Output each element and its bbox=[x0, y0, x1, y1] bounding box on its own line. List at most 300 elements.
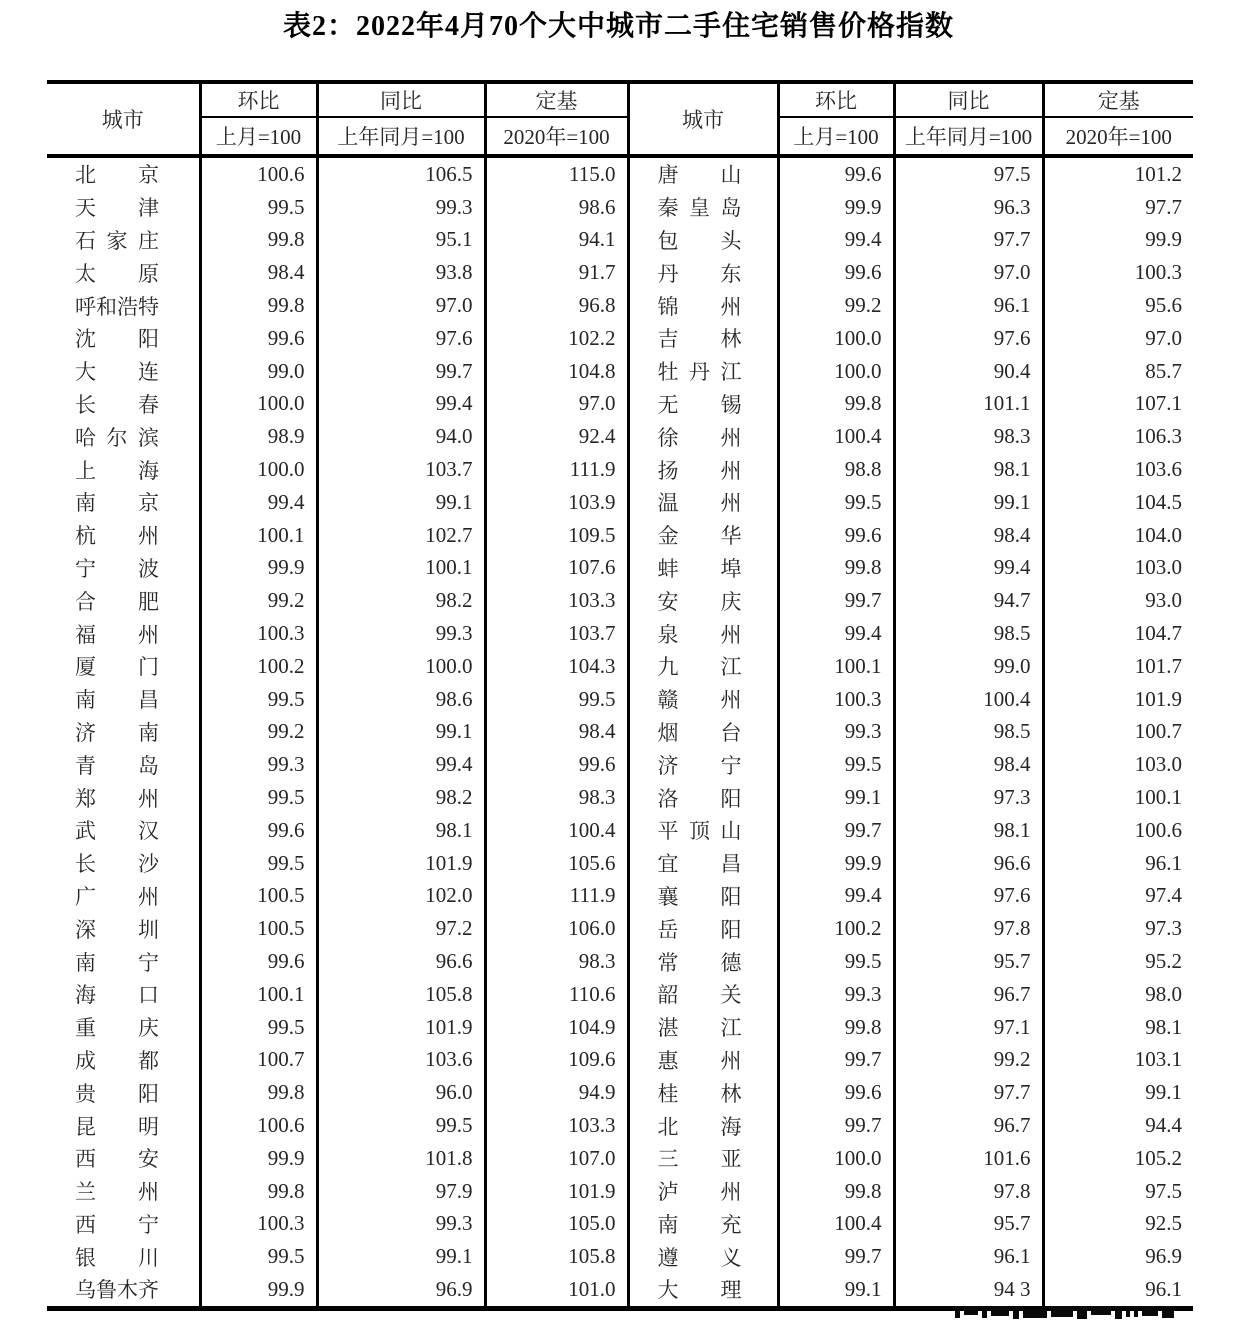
city-name: 常 德 bbox=[657, 950, 742, 975]
fixed-base-cell: 94.1 bbox=[485, 224, 628, 257]
fixed-base-cell: 106.0 bbox=[485, 912, 628, 945]
city-name: 南 昌 bbox=[75, 688, 159, 713]
mom-cell: 99.5 bbox=[778, 945, 894, 978]
mom-cell: 100.0 bbox=[200, 453, 317, 486]
mom-cell: 99.7 bbox=[778, 1109, 894, 1142]
fixed-base-cell: 107.0 bbox=[485, 1142, 628, 1175]
mom-cell: 99.5 bbox=[200, 683, 317, 716]
yoy-cell: 97.9 bbox=[317, 1175, 485, 1208]
table-row bbox=[47, 519, 1193, 552]
city-cell bbox=[47, 322, 200, 355]
mom-cell: 99.6 bbox=[778, 519, 894, 552]
yoy-cell: 101.9 bbox=[317, 1011, 485, 1044]
fixed-base-cell: 111.9 bbox=[485, 880, 628, 913]
mom-cell: 99.4 bbox=[200, 486, 317, 519]
fixed-base-cell: 103.3 bbox=[485, 584, 628, 617]
city-name: 海 口 bbox=[75, 983, 159, 1008]
city-cell bbox=[47, 945, 200, 978]
table-row bbox=[47, 945, 1193, 978]
city-cell bbox=[628, 1142, 778, 1175]
city-cell bbox=[47, 1142, 200, 1175]
city-cell bbox=[47, 191, 200, 224]
city-cell bbox=[47, 453, 200, 486]
city-cell bbox=[47, 1011, 200, 1044]
city-name: 北 海 bbox=[657, 1114, 742, 1139]
fixed-base-cell: 98.6 bbox=[485, 191, 628, 224]
city-cell bbox=[47, 1044, 200, 1077]
mom-cell: 100.4 bbox=[778, 420, 894, 453]
fixed-base-cell: 101.9 bbox=[485, 1175, 628, 1208]
fixed-base-cell: 107.1 bbox=[1134, 391, 1182, 416]
mom-cell: 99.5 bbox=[200, 191, 317, 224]
city-cell bbox=[47, 1109, 200, 1142]
yoy-cell: 93.8 bbox=[317, 256, 485, 289]
yoy-cell: 97.8 bbox=[894, 912, 1043, 945]
table-row bbox=[47, 1011, 1193, 1044]
mom-cell: 100.0 bbox=[778, 322, 894, 355]
yoy-cell: 97.6 bbox=[894, 322, 1043, 355]
watermark-bar bbox=[1126, 1306, 1130, 1317]
fixed-base-cell: 101.9 bbox=[1134, 686, 1182, 711]
city-cell bbox=[47, 978, 200, 1011]
mom-cell: 99.2 bbox=[200, 584, 317, 617]
mom-cell: 99.4 bbox=[778, 880, 894, 913]
city-cell bbox=[628, 781, 778, 814]
header-fixed-base-right: 2020年=100 bbox=[1043, 117, 1193, 156]
yoy-cell: 98.1 bbox=[894, 453, 1043, 486]
mom-cell: 100.6 bbox=[200, 156, 317, 191]
fixed-base-cell: 99.5 bbox=[485, 683, 628, 716]
watermark-bar bbox=[955, 1306, 960, 1318]
mom-cell: 99.5 bbox=[200, 1011, 317, 1044]
fixed-base-cell: 96.1 bbox=[1145, 1276, 1182, 1301]
watermark-bar bbox=[1142, 1306, 1158, 1316]
mom-cell: 99.7 bbox=[778, 584, 894, 617]
fixed-base-cell: 97.0 bbox=[1145, 325, 1182, 350]
table-row bbox=[47, 355, 1193, 388]
fixed-base-cell: 92.4 bbox=[485, 420, 628, 453]
city-cell bbox=[628, 224, 778, 257]
city-name: 长 春 bbox=[75, 392, 159, 417]
table-body bbox=[47, 156, 1193, 1308]
header-mom-left: 环比 bbox=[200, 82, 317, 117]
city-name: 襄 阳 bbox=[657, 884, 742, 909]
mom-cell: 98.9 bbox=[200, 420, 317, 453]
city-cell bbox=[47, 1175, 200, 1208]
yoy-cell: 98.4 bbox=[894, 519, 1043, 552]
yoy-cell: 99.4 bbox=[894, 552, 1043, 585]
city-cell bbox=[628, 355, 778, 388]
fixed-base-cell: 100.6 bbox=[1134, 817, 1182, 842]
fixed-base-cell: 101.0 bbox=[485, 1273, 628, 1308]
mom-cell: 99.5 bbox=[200, 847, 317, 880]
yoy-cell: 96.0 bbox=[317, 1076, 485, 1109]
city-cell bbox=[47, 420, 200, 453]
city-name: 福 州 bbox=[75, 622, 159, 647]
table-row bbox=[47, 716, 1193, 749]
fixed-base-cell: 97.4 bbox=[1145, 883, 1182, 908]
table-row bbox=[47, 388, 1193, 421]
fixed-base-cell: 104.5 bbox=[1134, 489, 1182, 514]
city-cell bbox=[628, 584, 778, 617]
fixed-base-cell: 103.0 bbox=[1134, 555, 1182, 580]
table-row bbox=[47, 912, 1193, 945]
table-row bbox=[47, 650, 1193, 683]
city-name: 徐 州 bbox=[657, 425, 742, 450]
city-cell bbox=[47, 847, 200, 880]
fixed-base-cell: 100.3 bbox=[1134, 260, 1182, 285]
mom-cell: 99.8 bbox=[200, 224, 317, 257]
city-name: 烟 台 bbox=[657, 720, 742, 745]
yoy-cell: 99.3 bbox=[317, 1208, 485, 1241]
table-row bbox=[47, 814, 1193, 847]
watermark-bar bbox=[1077, 1306, 1087, 1319]
city-name: 长 沙 bbox=[75, 852, 159, 877]
city-name: 泸 州 bbox=[657, 1180, 742, 1205]
city-name: 杭 州 bbox=[75, 524, 159, 549]
city-cell bbox=[628, 1208, 778, 1241]
yoy-cell: 103.6 bbox=[317, 1044, 485, 1077]
city-cell bbox=[628, 1175, 778, 1208]
city-name: 秦 皇 岛 bbox=[657, 196, 742, 221]
yoy-cell: 95.7 bbox=[894, 1208, 1043, 1241]
yoy-cell: 97.6 bbox=[894, 880, 1043, 913]
yoy-cell: 94 3 bbox=[894, 1273, 1043, 1308]
fixed-base-cell: 105.2 bbox=[1134, 1145, 1182, 1170]
city-name: 贵 阳 bbox=[75, 1081, 159, 1106]
yoy-cell: 97.8 bbox=[894, 1175, 1043, 1208]
city-name: 九 江 bbox=[657, 655, 742, 680]
yoy-cell: 99.2 bbox=[894, 1044, 1043, 1077]
mom-cell: 100.1 bbox=[200, 978, 317, 1011]
city-cell bbox=[47, 355, 200, 388]
city-cell bbox=[628, 1011, 778, 1044]
fixed-base-cell: 96.8 bbox=[485, 289, 628, 322]
table-row bbox=[47, 1208, 1193, 1241]
city-name: 湛 江 bbox=[657, 1016, 742, 1041]
city-cell bbox=[628, 486, 778, 519]
yoy-cell: 95.7 bbox=[894, 945, 1043, 978]
city-name: 沈 阳 bbox=[75, 327, 159, 352]
table-row bbox=[47, 1142, 1193, 1175]
city-cell bbox=[628, 880, 778, 913]
mom-cell: 99.6 bbox=[200, 945, 317, 978]
yoy-cell: 97.2 bbox=[317, 912, 485, 945]
city-name: 天 津 bbox=[75, 196, 159, 221]
fixed-base-cell: 99.9 bbox=[1145, 227, 1182, 252]
fixed-base-cell: 104.7 bbox=[1134, 621, 1182, 646]
watermark-bar bbox=[1091, 1306, 1111, 1315]
yoy-cell: 98.5 bbox=[894, 617, 1043, 650]
mom-cell: 99.8 bbox=[778, 1011, 894, 1044]
city-cell bbox=[628, 519, 778, 552]
city-cell bbox=[628, 650, 778, 683]
mom-cell: 100.3 bbox=[200, 1208, 317, 1241]
city-name: 武 汉 bbox=[75, 819, 159, 844]
yoy-cell: 96.6 bbox=[317, 945, 485, 978]
watermark-bar bbox=[1162, 1306, 1174, 1318]
city-name: 桂 林 bbox=[657, 1081, 742, 1106]
yoy-cell: 98.2 bbox=[317, 781, 485, 814]
city-cell bbox=[628, 388, 778, 421]
city-name: 南 充 bbox=[657, 1212, 742, 1237]
city-name: 青 岛 bbox=[75, 753, 159, 778]
fixed-base-cell: 99.6 bbox=[485, 748, 628, 781]
mom-cell: 99.7 bbox=[778, 1044, 894, 1077]
table-row bbox=[47, 256, 1193, 289]
mom-cell: 99.8 bbox=[200, 289, 317, 322]
yoy-cell: 105.8 bbox=[317, 978, 485, 1011]
watermark-bar bbox=[991, 1306, 1009, 1316]
mom-cell: 99.0 bbox=[200, 355, 317, 388]
fixed-base-cell: 100.4 bbox=[485, 814, 628, 847]
yoy-cell: 96.6 bbox=[894, 847, 1043, 880]
fixed-base-cell: 95.6 bbox=[1145, 293, 1182, 318]
city-name: 成 都 bbox=[75, 1048, 159, 1073]
fixed-base-cell: 109.5 bbox=[485, 519, 628, 552]
mom-cell: 99.5 bbox=[778, 748, 894, 781]
yoy-cell: 97.3 bbox=[894, 781, 1043, 814]
yoy-cell: 96.1 bbox=[894, 289, 1043, 322]
city-name: 呼 和 浩 特 bbox=[75, 294, 159, 319]
city-name: 包 头 bbox=[657, 228, 742, 253]
mom-cell: 99.9 bbox=[200, 1142, 317, 1175]
city-cell bbox=[628, 814, 778, 847]
city-name: 太 原 bbox=[75, 261, 159, 286]
city-name: 西 宁 bbox=[75, 1212, 159, 1237]
city-name: 北 京 bbox=[75, 163, 159, 188]
fixed-base-cell: 103.7 bbox=[485, 617, 628, 650]
mom-cell: 100.7 bbox=[200, 1044, 317, 1077]
fixed-base-cell: 99.1 bbox=[1145, 1080, 1182, 1105]
page-title: 表2：2022年4月70个大中城市二手住宅销售价格指数 bbox=[282, 11, 954, 42]
fixed-base-cell: 91.7 bbox=[485, 256, 628, 289]
mom-cell: 100.3 bbox=[778, 683, 894, 716]
yoy-cell: 102.0 bbox=[317, 880, 485, 913]
mom-cell: 99.9 bbox=[200, 1273, 317, 1308]
yoy-cell: 98.3 bbox=[894, 420, 1043, 453]
yoy-cell: 98.1 bbox=[317, 814, 485, 847]
city-cell bbox=[628, 1076, 778, 1109]
mom-cell: 99.2 bbox=[778, 289, 894, 322]
mom-cell: 98.8 bbox=[778, 453, 894, 486]
table-row bbox=[47, 289, 1193, 322]
city-cell bbox=[628, 748, 778, 781]
city-cell bbox=[47, 683, 200, 716]
table-row bbox=[47, 420, 1193, 453]
city-cell bbox=[47, 650, 200, 683]
price-index-table bbox=[47, 80, 1193, 1311]
table-row bbox=[47, 748, 1193, 781]
fixed-base-cell: 104.3 bbox=[485, 650, 628, 683]
city-cell bbox=[47, 552, 200, 585]
yoy-cell: 96.7 bbox=[894, 978, 1043, 1011]
city-cell bbox=[47, 486, 200, 519]
mom-cell: 99.1 bbox=[778, 781, 894, 814]
mom-cell: 99.9 bbox=[778, 847, 894, 880]
city-cell bbox=[628, 683, 778, 716]
city-name: 济 宁 bbox=[657, 753, 742, 778]
fixed-base-cell: 105.6 bbox=[485, 847, 628, 880]
mom-cell: 99.4 bbox=[778, 224, 894, 257]
city-name: 大 连 bbox=[75, 360, 159, 385]
yoy-cell: 99.3 bbox=[317, 617, 485, 650]
city-cell bbox=[628, 256, 778, 289]
table-head bbox=[47, 82, 1193, 156]
yoy-cell: 99.5 bbox=[317, 1109, 485, 1142]
fixed-base-cell: 93.0 bbox=[1145, 588, 1182, 613]
yoy-cell: 97.1 bbox=[894, 1011, 1043, 1044]
mom-cell: 99.5 bbox=[200, 1240, 317, 1273]
mom-cell: 100.1 bbox=[778, 650, 894, 683]
city-name: 扬 州 bbox=[657, 458, 742, 483]
city-cell bbox=[628, 945, 778, 978]
mom-cell: 100.1 bbox=[200, 519, 317, 552]
fixed-base-cell: 110.6 bbox=[485, 978, 628, 1011]
yoy-cell: 94.0 bbox=[317, 420, 485, 453]
city-name: 赣 州 bbox=[657, 688, 742, 713]
mom-cell: 99.8 bbox=[200, 1175, 317, 1208]
fixed-base-cell: 105.8 bbox=[485, 1240, 628, 1273]
mom-cell: 99.7 bbox=[778, 814, 894, 847]
city-cell bbox=[628, 1273, 778, 1308]
mom-cell: 99.7 bbox=[778, 1240, 894, 1273]
city-cell bbox=[628, 289, 778, 322]
mom-cell: 99.6 bbox=[778, 256, 894, 289]
mom-cell: 100.2 bbox=[200, 650, 317, 683]
city-name: 丹 东 bbox=[657, 261, 742, 286]
city-cell bbox=[47, 814, 200, 847]
fixed-base-cell: 115.0 bbox=[485, 156, 628, 191]
watermark-bar bbox=[1134, 1306, 1138, 1317]
mom-cell: 99.4 bbox=[778, 617, 894, 650]
city-cell bbox=[47, 519, 200, 552]
fixed-base-cell: 104.8 bbox=[485, 355, 628, 388]
mom-cell: 100.0 bbox=[778, 1142, 894, 1175]
mom-cell: 99.6 bbox=[200, 814, 317, 847]
city-cell bbox=[47, 1273, 200, 1308]
mom-cell: 99.9 bbox=[200, 552, 317, 585]
yoy-cell: 99.4 bbox=[317, 748, 485, 781]
city-name: 韶 关 bbox=[657, 983, 742, 1008]
yoy-cell: 96.9 bbox=[317, 1273, 485, 1308]
city-cell bbox=[628, 978, 778, 1011]
yoy-cell: 103.7 bbox=[317, 453, 485, 486]
fixed-base-cell: 101.7 bbox=[1134, 653, 1182, 678]
header-fixed-left: 定基 bbox=[485, 82, 628, 117]
yoy-cell: 98.2 bbox=[317, 584, 485, 617]
fixed-base-cell: 85.7 bbox=[1145, 358, 1182, 383]
city-name: 乌 鲁 木 齐 bbox=[75, 1278, 159, 1303]
table-row bbox=[47, 1175, 1193, 1208]
header-mom-base-right: 上月=100 bbox=[778, 117, 894, 156]
fixed-base-cell: 104.0 bbox=[1134, 522, 1182, 547]
header-yoy-left: 同比 bbox=[317, 82, 485, 117]
yoy-cell: 102.7 bbox=[317, 519, 485, 552]
fixed-base-cell: 107.6 bbox=[485, 552, 628, 585]
watermark-bar bbox=[964, 1306, 978, 1315]
header-fixed-base-left: 2020年=100 bbox=[485, 117, 628, 156]
city-cell bbox=[47, 1240, 200, 1273]
watermark-bar bbox=[1115, 1306, 1122, 1319]
table-row bbox=[47, 322, 1193, 355]
city-name: 石 家 庄 bbox=[75, 228, 159, 253]
mom-cell: 100.5 bbox=[200, 912, 317, 945]
header-row-2 bbox=[47, 117, 1193, 156]
mom-cell: 99.6 bbox=[200, 322, 317, 355]
mom-cell: 100.6 bbox=[200, 1109, 317, 1142]
yoy-cell: 90.4 bbox=[894, 355, 1043, 388]
city-name: 三 亚 bbox=[657, 1147, 742, 1172]
header-city-right: 城市 bbox=[628, 82, 778, 156]
city-name: 宜 昌 bbox=[657, 852, 742, 877]
yoy-cell: 99.1 bbox=[317, 1240, 485, 1273]
fixed-base-cell: 100.7 bbox=[1134, 719, 1182, 744]
table-row bbox=[47, 1076, 1193, 1109]
city-cell bbox=[628, 420, 778, 453]
city-cell bbox=[47, 224, 200, 257]
fixed-base-cell: 98.1 bbox=[1145, 1014, 1182, 1039]
table-row bbox=[47, 847, 1193, 880]
table-row bbox=[47, 224, 1193, 257]
yoy-cell: 95.1 bbox=[317, 224, 485, 257]
city-name: 无 锡 bbox=[657, 392, 742, 417]
fixed-base-cell: 95.2 bbox=[1145, 949, 1182, 974]
mom-cell: 99.3 bbox=[778, 978, 894, 1011]
yoy-cell: 99.3 bbox=[317, 191, 485, 224]
mom-cell: 99.3 bbox=[778, 716, 894, 749]
city-name: 安 庆 bbox=[657, 589, 742, 614]
city-cell bbox=[47, 1208, 200, 1241]
yoy-cell: 106.5 bbox=[317, 156, 485, 191]
fixed-base-cell: 103.0 bbox=[1134, 752, 1182, 777]
watermark-bar bbox=[1023, 1310, 1047, 1318]
yoy-cell: 101.9 bbox=[317, 847, 485, 880]
city-name: 厦 门 bbox=[75, 655, 159, 680]
city-name: 广 州 bbox=[75, 884, 159, 909]
mom-cell: 100.2 bbox=[778, 912, 894, 945]
mom-cell: 99.8 bbox=[778, 1175, 894, 1208]
fixed-base-cell: 101.2 bbox=[1134, 161, 1182, 186]
city-cell bbox=[47, 156, 200, 191]
table-row bbox=[47, 486, 1193, 519]
fixed-base-cell: 96.9 bbox=[1145, 1244, 1182, 1269]
fixed-base-cell: 96.1 bbox=[1145, 850, 1182, 875]
city-name: 岳 阳 bbox=[657, 917, 742, 942]
city-cell bbox=[628, 322, 778, 355]
city-name: 锦 州 bbox=[657, 294, 742, 319]
fixed-base-cell: 102.2 bbox=[485, 322, 628, 355]
fixed-base-cell: 111.9 bbox=[485, 453, 628, 486]
mom-cell: 99.2 bbox=[200, 716, 317, 749]
city-cell bbox=[628, 1044, 778, 1077]
header-mom-base-left: 上月=100 bbox=[200, 117, 317, 156]
table-row bbox=[47, 552, 1193, 585]
table-row bbox=[47, 781, 1193, 814]
table-row bbox=[47, 584, 1193, 617]
city-name: 金 华 bbox=[657, 524, 742, 549]
fixed-base-cell: 109.6 bbox=[485, 1044, 628, 1077]
header-yoy-right: 同比 bbox=[894, 82, 1043, 117]
city-cell bbox=[628, 912, 778, 945]
table-row bbox=[47, 1109, 1193, 1142]
yoy-cell: 98.6 bbox=[317, 683, 485, 716]
yoy-cell: 101.1 bbox=[894, 388, 1043, 421]
city-name: 兰 州 bbox=[75, 1180, 159, 1205]
yoy-cell: 97.7 bbox=[894, 224, 1043, 257]
city-cell bbox=[47, 289, 200, 322]
yoy-cell: 97.0 bbox=[894, 256, 1043, 289]
